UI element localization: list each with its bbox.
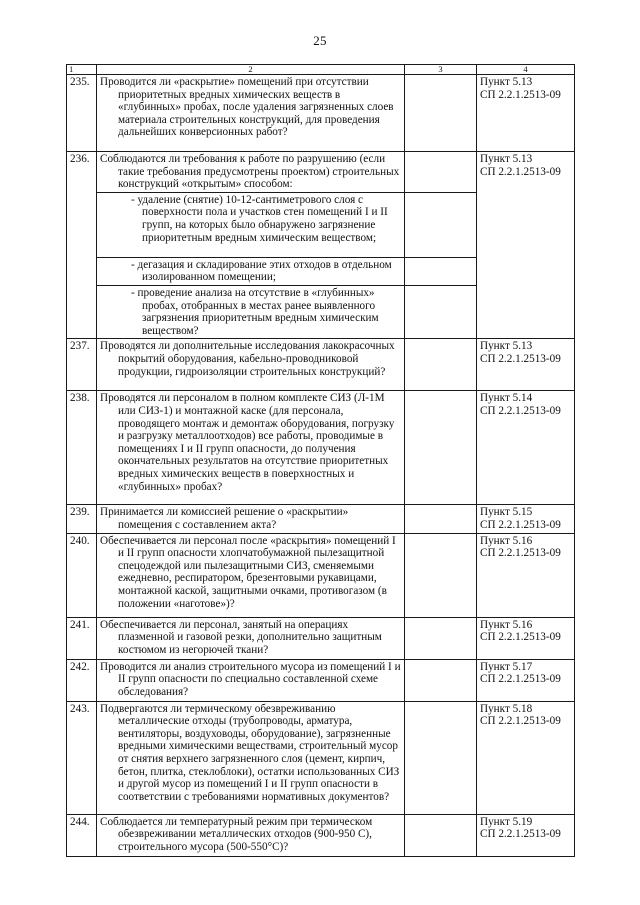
row-reference bbox=[477, 391, 575, 505]
row-reference bbox=[477, 339, 575, 391]
subitem-text: - удаление (снятие) 10-12-сантиметрового слоя с поверхности пола и участков стен помещений I и II групп, на которых было обнаружено загрязнение приоритетным вредным химическим веществом; bbox=[131, 193, 388, 244]
row-question bbox=[97, 391, 405, 505]
row-answer-cell bbox=[405, 75, 477, 152]
row-answer-cell bbox=[405, 391, 477, 505]
row-answer-cell bbox=[405, 152, 477, 193]
subitem-cell bbox=[97, 257, 405, 285]
row-reference bbox=[477, 152, 575, 339]
subitem-text: - проведение анализа на отсутствие в «глубинных» пробах, отобранных в местах ранее выявленного загрязнения приоритетным вредным химическим веществом? bbox=[131, 286, 379, 337]
row-answer-cell bbox=[405, 814, 477, 856]
row-reference bbox=[477, 814, 575, 856]
reference-clause: Пункт 5.15 bbox=[480, 506, 533, 519]
row-answer-cell bbox=[405, 257, 477, 285]
reference-clause: Пункт 5.14 bbox=[480, 392, 533, 405]
reference-clause: Пункт 5.13 bbox=[480, 340, 533, 353]
table-row bbox=[67, 659, 575, 701]
reference-document: СП 2.2.1.2513-09 bbox=[480, 631, 561, 644]
row-reference bbox=[477, 617, 575, 659]
row-number: 240. bbox=[67, 533, 97, 617]
row-number: 241. bbox=[67, 617, 97, 659]
reference-document: СП 2.2.1.2513-09 bbox=[480, 165, 561, 178]
table-row bbox=[67, 701, 575, 814]
row-answer-cell bbox=[405, 533, 477, 617]
row-question bbox=[97, 814, 405, 856]
reference-document: СП 2.2.1.2513-09 bbox=[480, 715, 561, 728]
subitem-cell bbox=[97, 192, 405, 257]
question-text: Соблюдаются ли требования к работе по разрушению (если такие требования предусмотрены проектом) строительных конструкций «открытым» способом: bbox=[100, 153, 400, 191]
row-answer-cell bbox=[405, 339, 477, 391]
row-number: 242. bbox=[67, 659, 97, 701]
row-question bbox=[97, 339, 405, 391]
reference-clause: Пункт 5.16 bbox=[480, 534, 533, 547]
table-row bbox=[67, 533, 575, 617]
question-text: Проводится ли «раскрытие» помещений при отсутствии приоритетных вредных химических веществ в «глубинных» пробах, после удаления загрязненных слоев материала строительных конструкций, для проведения дальнейших конверсионных работ? bbox=[100, 76, 394, 139]
reference-clause: Пункт 5.16 bbox=[480, 618, 533, 631]
reference-clause: Пункт 5.19 bbox=[480, 815, 533, 828]
row-question bbox=[97, 533, 405, 617]
reference-clause: Пункт 5.17 bbox=[480, 660, 533, 673]
header-col-3: 3 bbox=[405, 65, 477, 75]
question-text: Соблюдается ли температурный режим при термическом обезвреживании металлических отходов (900-950 С), строительного мусора (500-550°С)? bbox=[100, 815, 373, 853]
table-row bbox=[67, 505, 575, 533]
row-number: 244. bbox=[67, 814, 97, 856]
row-number: 237. bbox=[67, 339, 97, 391]
row-reference bbox=[477, 75, 575, 152]
reference-document: СП 2.2.1.2513-09 bbox=[480, 88, 561, 101]
row-reference bbox=[477, 533, 575, 617]
row-number: 236. bbox=[67, 152, 97, 339]
row-reference bbox=[477, 659, 575, 701]
row-number: 243. bbox=[67, 701, 97, 814]
reference-document: СП 2.2.1.2513-09 bbox=[480, 404, 561, 417]
row-number: 235. bbox=[67, 75, 97, 152]
question-text: Обеспечивается ли персонал после «раскрытия» помещений I и II групп опасности хлопчатобумажной пылезащитной спецодеждой или пылезащитными СИЗ, сменяемыми ежедневно, респиратором, брезентовыми рукавицами, монтажной каской, защитными очками, противогазом (в положении «наготове»)? bbox=[100, 534, 396, 610]
reference-document: СП 2.2.1.2513-09 bbox=[480, 352, 561, 365]
table-header-row bbox=[67, 65, 575, 75]
checklist-table bbox=[66, 64, 575, 857]
reference-clause: Пункт 5.13 bbox=[480, 153, 533, 165]
subitem-text: - дегазация и складирование этих отходов в отдельном изолированном помещении; bbox=[131, 258, 392, 284]
table-row bbox=[67, 391, 575, 505]
table-row bbox=[67, 152, 575, 193]
row-question bbox=[97, 505, 405, 533]
row-answer-cell bbox=[405, 617, 477, 659]
header-col-2: 2 bbox=[97, 65, 405, 75]
table-row bbox=[67, 617, 575, 659]
header-col-4: 4 bbox=[477, 65, 575, 75]
row-number: 238. bbox=[67, 391, 97, 505]
question-text: Проводится ли анализ строительного мусора из помещений I и II групп опасности по специально составленной схеме обследования? bbox=[100, 660, 401, 698]
table-row bbox=[67, 75, 575, 152]
row-reference bbox=[477, 701, 575, 814]
row-answer-cell bbox=[405, 505, 477, 533]
page-number: 25 bbox=[313, 33, 327, 48]
row-question bbox=[97, 75, 405, 152]
row-answer-cell bbox=[405, 701, 477, 814]
reference-document: СП 2.2.1.2513-09 bbox=[480, 518, 561, 531]
question-text: Подвергаются ли термическому обезвреживанию металлические отходы (трубопроводы, арматура, вентиляторы, воздуховоды, оборудование), загрязненные вредными химическими веществами, строительный мусор от снятия верхнего загрязненного слоя (цемент, кирпич, бетон, плитка, стеклоблоки), остатки использованных СИЗ и другой мусор из помещений I и II групп опасности в соответствии с требованиями нормативных документов? bbox=[100, 702, 400, 803]
reference-document: СП 2.2.1.2513-09 bbox=[480, 547, 561, 560]
reference-document: СП 2.2.1.2513-09 bbox=[480, 828, 561, 841]
reference-document: СП 2.2.1.2513-09 bbox=[480, 673, 561, 686]
row-number: 239. bbox=[67, 505, 97, 533]
row-reference bbox=[477, 505, 575, 533]
subitem-cell bbox=[97, 285, 405, 338]
row-answer-cell bbox=[405, 192, 477, 257]
row-answer-cell bbox=[405, 659, 477, 701]
reference-clause: Пункт 5.18 bbox=[480, 702, 533, 715]
row-question bbox=[97, 701, 405, 814]
question-text: Обеспечивается ли персонал, занятый на операциях плазменной и газовой резки, дополнительно защитным костюмом из негорючей ткани? bbox=[100, 618, 382, 656]
table-row bbox=[67, 814, 575, 856]
row-question bbox=[97, 617, 405, 659]
row-question bbox=[97, 659, 405, 701]
reference-clause: Пункт 5.13 bbox=[480, 76, 533, 88]
question-text: Проводятся ли персоналом в полном комплекте СИЗ (Л-1М или СИЗ-1) и монтажной каске (для персонала, проводящего монтаж и демонтаж оборудования, погрузку и разгрузку металлоотходов) все работы, проводимые в помещениях I и II групп опасности, до получения окончательных результатов на отсутствие приоритетных вредных химических веществ в поверхностных и «глубинных» пробах? bbox=[100, 392, 395, 493]
question-text: Проводятся ли дополнительные исследования лакокрасочных покрытий оборудования, кабельно-проводниковой продукции, гидроизоляции строительных конструкций? bbox=[100, 340, 395, 378]
table-row bbox=[67, 339, 575, 391]
row-answer-cell bbox=[405, 285, 477, 338]
row-question bbox=[97, 152, 405, 193]
header-col-1: 1 bbox=[67, 65, 97, 75]
question-text: Принимается ли комиссией решение о «раскрытии» помещения с составлением акта? bbox=[100, 506, 349, 531]
